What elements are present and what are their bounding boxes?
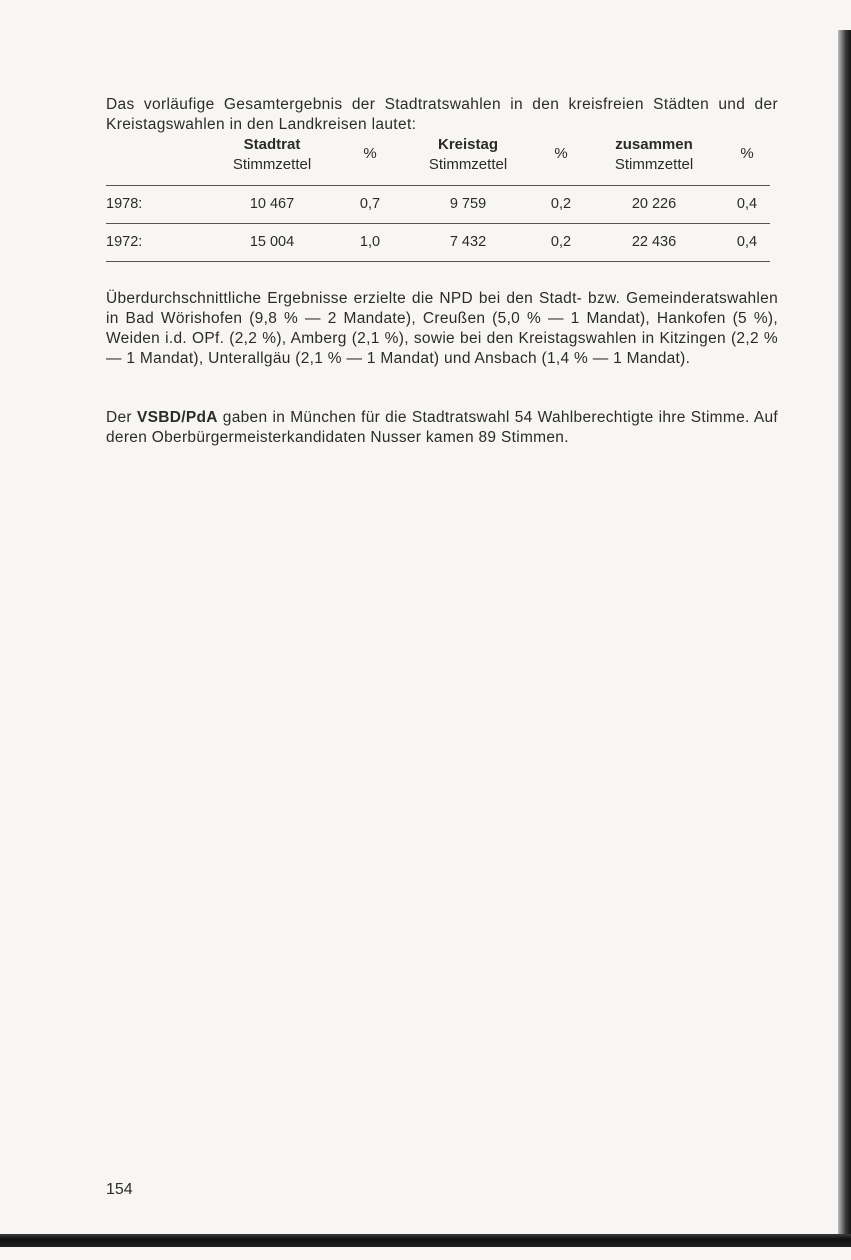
cell-stadtrat-pct: 0,7 (359, 196, 381, 212)
book-spine-edge (838, 30, 851, 1245)
header-kreistag-sub: Stimmzettel (428, 156, 508, 173)
header-zusammen-pct: % (740, 145, 754, 162)
cell-zusammen-pct: 0,4 (736, 234, 758, 250)
cell-kreistag-votes: 7 432 (449, 234, 487, 250)
cell-kreistag-pct: 0,2 (550, 196, 572, 212)
scan-bottom-edge (0, 1234, 851, 1247)
cell-kreistag-votes: 9 759 (449, 196, 487, 212)
header-zusammen (584, 135, 724, 185)
header-kreistag (398, 135, 538, 185)
header-stadtrat-pct: % (363, 145, 377, 162)
row-year: 1972: (106, 234, 143, 250)
cell-stadtrat-pct: 1,0 (359, 234, 381, 250)
vsbd-paragraph (106, 408, 778, 448)
cell-zusammen-votes: 20 226 (631, 196, 677, 212)
cell-zusammen-votes: 22 436 (631, 234, 677, 250)
page-number: 154 (106, 1181, 133, 1198)
vsbd-party-name: VSBD/PdA (136, 409, 218, 426)
header-kreistag-title: Kreistag (437, 136, 499, 153)
cell-zusammen-pct: 0,4 (736, 196, 758, 212)
npd-results-paragraph: Überdurchschnittliche Ergebnisse erzielte die NPD bei den Stadt- bzw. Gemeinderatswahlen in Bad Wörishofen (9,8 % — 2 Mandate), Creußen (5,0 % — 1 Mandat), Hankofen (5 %), Weiden i.d. OPf. (2,2 %), Amberg (2,1 %), sowie bei den Kreistagswahlen in Kitzingen (2,2 % — 1 Mandat), Unterallgäu (2,1 % — 1 Mandat) und Ansbach (1,4 % — 1 Mandat). (106, 290, 778, 367)
row-year: 1978: (106, 196, 143, 212)
header-kreistag-pct: % (554, 145, 568, 162)
header-zusammen-title: zusammen (615, 136, 693, 153)
header-year (106, 135, 202, 185)
intro-paragraph: Das vorläufige Gesamtergebnis der Stadtratswahlen in den kreisfreien Städten und der Kreistagswahlen in den Landkreisen lautet: (106, 95, 778, 133)
header-stadtrat-sub: Stimmzettel (232, 156, 312, 173)
cell-kreistag-pct: 0,2 (550, 234, 572, 250)
cell-stadtrat-votes: 10 467 (249, 196, 295, 212)
header-stadtrat-title: Stadtrat (243, 136, 301, 153)
table-row (106, 185, 770, 223)
vsbd-text-after: gaben in München für die Stadtratswahl 54 Wahlberechtigte ihre Stimme. Auf deren Oberbürgermeisterkandidaten Nusser kamen 89 Stimmen. (106, 409, 779, 446)
cell-stadtrat-votes: 15 004 (249, 234, 295, 250)
table-row (106, 223, 770, 261)
vsbd-text-before: Der (106, 409, 137, 426)
election-results-table (106, 135, 770, 262)
header-zusammen-sub: Stimmzettel (614, 156, 694, 173)
header-stadtrat (202, 135, 342, 185)
table-header-row (106, 135, 770, 185)
